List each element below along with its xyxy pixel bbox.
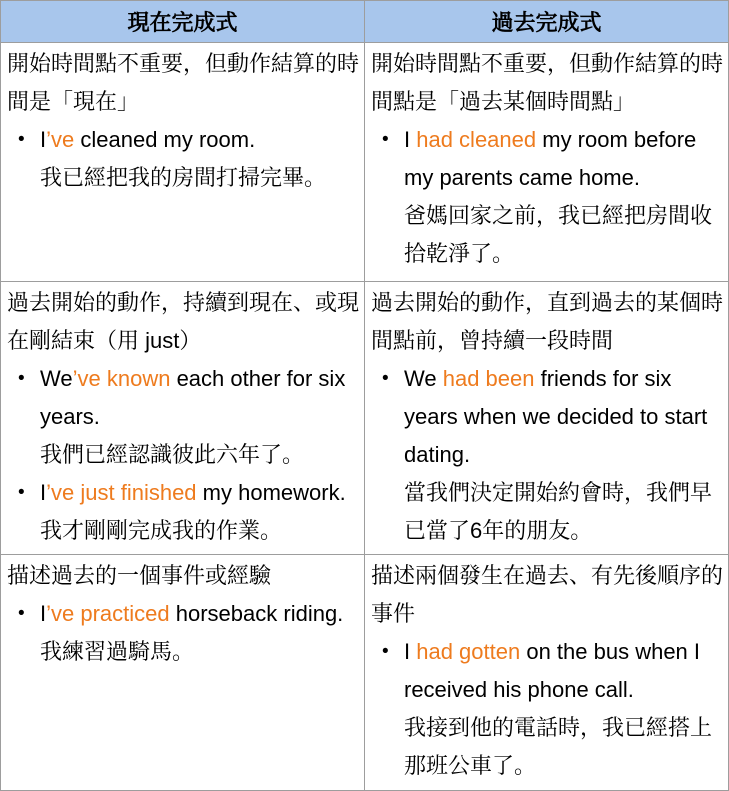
example-sentence: [404, 360, 723, 474]
usage-description: 過去開始的動作，直到過去的某個時間點前，曾持續一段時間: [371, 290, 724, 353]
sentence-text: I: [40, 127, 47, 152]
example-item: [7, 474, 359, 550]
table-row: [1, 282, 729, 555]
example-list: [7, 360, 359, 550]
example-translation: 當我們決定開始約會時，我們早已當了6年的朋友。: [404, 480, 713, 543]
highlighted-verb: had cleaned: [416, 127, 537, 152]
usage-cell-present-1: [1, 43, 365, 282]
sentence-text: horseback riding.: [169, 601, 344, 626]
example-item: [7, 360, 359, 474]
example-list: [371, 633, 723, 785]
example-sentence: [40, 360, 359, 436]
column-header-past-perfect: 過去完成式: [365, 1, 729, 43]
example-translation: 我練習過騎馬。: [40, 639, 195, 664]
example-item: [7, 595, 359, 671]
sentence-text: cleaned my room.: [74, 127, 256, 152]
sentence-text: I: [40, 480, 47, 505]
header-row: [1, 1, 729, 43]
example-sentence: [40, 595, 359, 633]
example-item: [7, 121, 359, 197]
highlighted-verb: ’ve practiced: [46, 601, 170, 626]
highlighted-verb: ’ve: [46, 127, 75, 152]
sentence-text: my room before my parents came home.: [404, 127, 697, 190]
sentence-text: We: [404, 366, 443, 391]
example-translation: 我才剛剛完成我的作業。: [40, 518, 283, 543]
sentence-text: I: [40, 601, 47, 626]
example-translation: 我接到他的電話時，我已經搭上那班公車了。: [404, 715, 713, 778]
example-list: [371, 360, 723, 550]
usage-description: 開始時間點不重要，但動作結算的時間是「現在」: [7, 51, 360, 114]
example-sentence: [404, 633, 723, 709]
sentence-text: on the bus when I received his phone call.: [404, 639, 701, 702]
usage-description: 描述過去的一個事件或經驗: [7, 563, 272, 588]
table-header: [1, 1, 729, 43]
usage-cell-present-3: [1, 555, 365, 791]
table-row: [1, 555, 729, 791]
example-translation: 爸媽回家之前，我已經把房間收拾乾淨了。: [404, 203, 713, 266]
example-translation: 我已經把我的房間打掃完畢。: [40, 165, 327, 190]
usage-description: 開始時間點不重要，但動作結算的時間點是「過去某個時間點」: [371, 51, 724, 114]
example-translation: 我們已經認識彼此六年了。: [40, 442, 305, 467]
usage-cell-present-2: [1, 282, 365, 555]
highlighted-verb: had been: [442, 366, 535, 391]
sentence-text: I: [404, 639, 417, 664]
usage-cell-past-1: [365, 43, 729, 282]
example-item: [371, 360, 723, 550]
highlighted-verb: ’ve just finished: [46, 480, 197, 505]
sentence-text: each other for six years.: [40, 366, 346, 429]
sentence-text: We: [40, 366, 73, 391]
sentence-text: my homework.: [196, 480, 346, 505]
table-body: [1, 43, 729, 791]
example-sentence: [40, 474, 359, 512]
highlighted-verb: ’ve known: [72, 366, 171, 391]
example-list: [371, 121, 723, 273]
example-sentence: [404, 121, 723, 197]
sentence-text: friends for six years when we decided to start dating.: [404, 366, 708, 467]
example-item: [371, 121, 723, 273]
usage-description: 過去開始的動作，持續到現在、或現在剛結束（用 just）: [7, 290, 360, 353]
column-header-present-perfect: 現在完成式: [1, 1, 365, 43]
usage-cell-past-2: [365, 282, 729, 555]
example-sentence: [40, 121, 359, 159]
usage-description: 描述兩個發生在過去、有先後順序的事件: [371, 563, 724, 626]
table-row: [1, 43, 729, 282]
example-list: [7, 595, 359, 671]
example-item: [371, 633, 723, 785]
example-list: [7, 121, 359, 197]
highlighted-verb: had gotten: [416, 639, 521, 664]
usage-cell-past-3: [365, 555, 729, 791]
sentence-text: I: [404, 127, 417, 152]
